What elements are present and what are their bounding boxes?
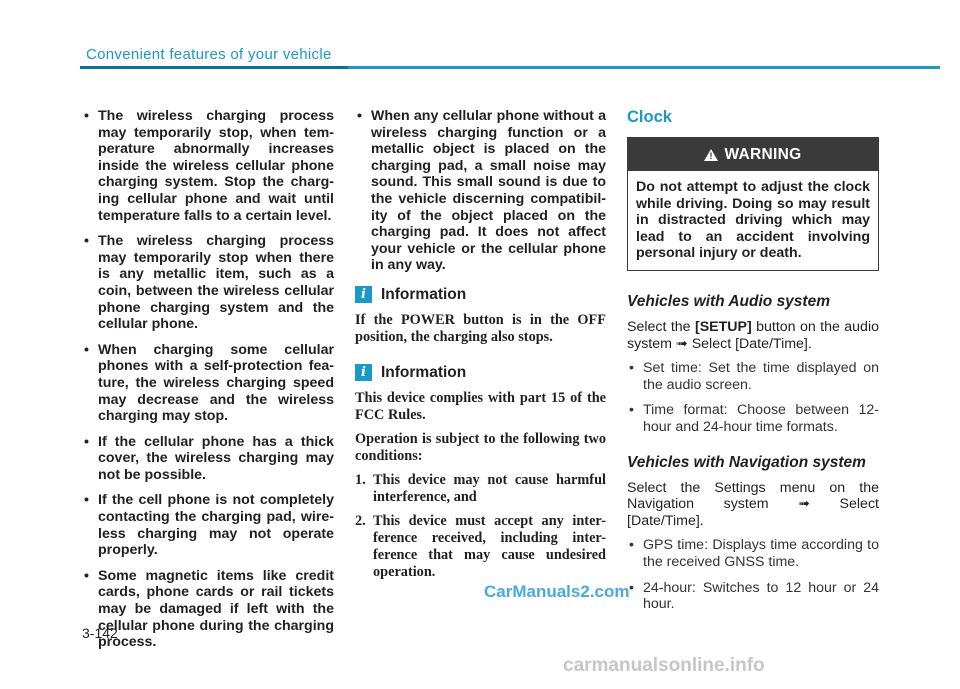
setup-button-label: [SETUP]	[694, 318, 752, 335]
watermark-footer: carmanualsonline.info	[563, 655, 765, 676]
information-heading-1	[355, 286, 606, 304]
list-item: • GPS time: Displays time according to the received GNSS time.	[627, 537, 879, 570]
charging-notes-list-2	[355, 108, 606, 274]
list-item: • 24-hour: Switches to 12 hour or 24 hour.	[627, 580, 879, 613]
audio-system-paragraph	[627, 319, 879, 352]
condition-text: This device may not cause harmful interference, and	[373, 471, 606, 505]
info-icon: i	[355, 286, 372, 303]
information-title: Information	[381, 363, 467, 381]
warning-triangle-icon: !	[704, 149, 718, 161]
charging-notes-list	[82, 108, 334, 651]
list-item: • When any cellular phone without a wireless charging function or a metallic object is placed on the charging pad, a small noise may sound. This small sound is due to the vehicle discerning compatibil-ity of the object placed on the charging pad. It does not affect your vehicle or the cellular phone in any way.	[355, 108, 606, 274]
list-item: • The wireless charging process may temporarily stop when there is any metallic item, such as a coin, between the wireless cellular phone charging system and the cellular phone.	[82, 233, 334, 333]
warning-text: Do not attempt to adjust the clock while driving. Doing so may result in distracted driving which may lead to an accident involving personal injury or death.	[636, 179, 870, 262]
info-icon: i	[355, 364, 372, 381]
column-1	[82, 108, 334, 660]
header-rule-accent	[80, 66, 348, 69]
information-title: Information	[381, 285, 467, 303]
list-item: • The wireless charging process may temporarily stop, when tem-perature abnormally increases inside the wireless cellular phone charging system. Stop the charg-ing cellular phone and wait until temperature falls to a certain level.	[82, 108, 334, 224]
navigation-system-title: Vehicles with Navigation system	[627, 453, 866, 471]
fcc-conditions-intro: Operation is subject to the following two conditions:	[355, 430, 606, 464]
fcc-condition-2	[355, 513, 606, 581]
list-item: • Set time: Set the time displayed on the audio screen.	[627, 360, 879, 393]
column-3	[627, 108, 879, 622]
list-item: • If the cell phone is not completely contacting the charging pad, wire-less charging may not operate properly.	[82, 492, 334, 558]
column-2	[355, 108, 606, 588]
fcc-condition-1	[355, 472, 606, 506]
list-item: • Time format: Choose between 12-hour and 24-hour time formats.	[627, 402, 879, 435]
page-number: 3-142	[82, 625, 118, 641]
fcc-paragraph: This device complies with part 15 of the FCC Rules.	[355, 389, 606, 423]
audio-system-title: Vehicles with Audio system	[627, 292, 830, 310]
condition-number: 1.	[355, 471, 366, 488]
information-text: If the POWER button is in the OFF position, the charging also stops.	[355, 311, 606, 345]
list-item: • If the cellular phone has a thick cover, the wireless charging may not be possible.	[82, 434, 334, 484]
navigation-system-paragraph: Select the Settings menu on the Navigation system ➟ Select [Date/Time].	[627, 479, 879, 529]
warning-title: WARNING	[724, 145, 802, 163]
section-title-clock: Clock	[627, 108, 672, 126]
audio-options-list	[627, 360, 879, 435]
warning-box	[627, 137, 879, 271]
list-item: • Some magnetic items like credit cards, phone cards or rail tickets may be damaged if left with the cellular phone during the charging process.	[82, 568, 334, 651]
information-heading-2	[355, 364, 606, 382]
condition-text: This device must accept any inter-ference received, including inter-ference that may cause undesired operation.	[373, 512, 606, 580]
watermark-link[interactable]: CarManuals2.com	[484, 582, 630, 601]
warning-header	[628, 138, 878, 171]
para-text: button on the audio system ➟ Select [Date/Time].	[627, 318, 879, 352]
para-text: Select the	[627, 318, 695, 335]
list-item: • When charging some cellular phones with a self-protection fea-ture, the wireless charging speed may decrease and the wireless charging may stop.	[82, 342, 334, 425]
condition-number: 2.	[355, 512, 366, 529]
page-header-title: Convenient features of your vehicle	[86, 46, 332, 63]
navigation-options-list	[627, 537, 879, 612]
